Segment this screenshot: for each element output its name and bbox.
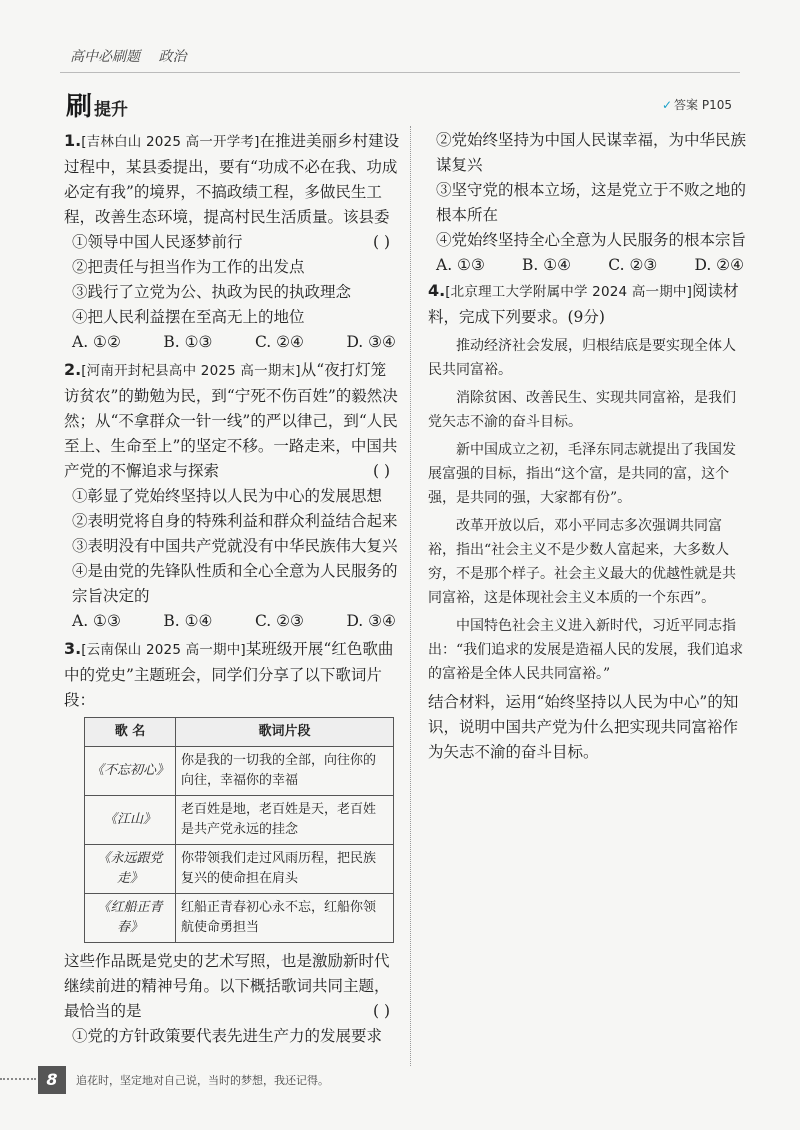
brand-big: 刷 [66, 92, 93, 122]
material-paragraph: 推动经济社会发展，归根结底是要实现全体人民共同富裕。 [428, 338, 736, 378]
song-name: 《永远跟党走》 [85, 845, 176, 894]
lyrics-table [84, 717, 394, 943]
song-lyrics: 你是我的一切我的全部，向往你的向往，幸福你的幸福 [176, 747, 394, 796]
material-paragraph: 消除贫困、改善民生、实现共同富裕，是我们党矢志不渝的奋斗目标。 [428, 390, 736, 430]
q2-option: ③表明没有中国共产党就没有中华民族伟大复兴 [72, 537, 398, 555]
song-lyrics: 老百姓是地，老百姓是天，老百姓是共产党永远的挂念 [176, 796, 394, 845]
q4-task: 结合材料，运用“始终坚持以人民为中心”的知识，说明中国共产党为什么把实现共同富裕作为矢志不渝的奋斗目标。 [428, 693, 739, 761]
q3-choice-d: D. ②④ [694, 256, 744, 274]
question-4 [428, 278, 748, 765]
q2-choice-c: C. ②③ [254, 612, 304, 630]
q1-option: ④把人民利益摆在至高无上的地位 [72, 308, 305, 326]
q2-option: ④是由党的先锋队性质和全心全意为人民服务的宗旨决定的 [72, 562, 398, 605]
q4-source: [北京理工大学附属中学 2024 高一期中] [445, 284, 693, 300]
table-row [85, 845, 394, 894]
q2-choice-b: B. ①④ [163, 612, 213, 630]
q1-option: ①领导中国人民逐梦前行 [72, 233, 243, 251]
material-paragraph: 改革开放以后，邓小平同志多次强调共同富裕，指出“社会主义不是少数人富起来，大多数人穷，不是那个样子。社会主义最大的优越性就是共同富裕，这是体现社会主义本质的一个东西”。 [428, 518, 736, 606]
song-lyrics: 红船正青春初心永不忘，红船你领航使命勇担当 [176, 894, 394, 943]
q2-option: ①彰显了党始终坚持以人民为中心的发展思想 [72, 487, 383, 505]
q1-source: [吉林白山 2025 高一开学考] [81, 134, 260, 150]
table-row [85, 747, 394, 796]
q1-stem: 在推进美丽乡村建设过程中，某县委提出，要有“功成不必在我、功成必定有我”的境界，不搞政绩工程，多做民生工程，改善生态环境，提高村民生活质量。该县委 [64, 132, 400, 226]
question-3 [64, 636, 400, 1049]
column-divider [410, 126, 411, 1066]
check-icon: ✓ [661, 98, 673, 112]
answer-ref-text: 答案 P105 [674, 98, 732, 112]
q3-choice-a: A. ①③ [436, 256, 485, 274]
q1-number: 1. [64, 131, 82, 150]
q2-choice-a: A. ①③ [72, 612, 121, 630]
right-column [428, 128, 748, 767]
q2-option: ②表明党将自身的特殊利益和群众利益结合起来 [72, 512, 398, 530]
page-header [70, 46, 200, 66]
q1-option: ②把责任与担当作为工作的出发点 [72, 258, 305, 276]
material-paragraph: 中国特色社会主义进入新时代，习近平同志指出：“我们追求的发展是造福人民的发展，我们追求的富裕是全体人民共同富裕。” [428, 618, 744, 682]
q1-choice-b: B. ①③ [163, 333, 213, 351]
table-header-row [85, 718, 394, 747]
table-header: 歌 名 [85, 718, 176, 747]
table-row [85, 796, 394, 845]
q1-option: ③践行了立党为公、执政为民的执政理念 [72, 283, 352, 301]
q3-option: ①党的方针政策要代表先进生产力的发展要求 [72, 1027, 383, 1045]
q3-choice-b: B. ①④ [522, 256, 572, 274]
table-header: 歌词片段 [176, 718, 394, 747]
table-row [85, 894, 394, 943]
answer-reference [662, 96, 732, 113]
q3-stem: 某班级开展“红色歌曲中的党史”主题班会，同学们分享了以下歌词片段： [64, 640, 394, 709]
q1-choice-a: A. ①② [72, 333, 121, 351]
q3-option: ③坚守党的根本立场，这是党立于不败之地的根本所在 [436, 181, 747, 224]
q1-choice-c: C. ②④ [254, 333, 304, 351]
q3-source: [云南保山 2025 高一期中] [81, 642, 246, 658]
brand-small: 提升 [94, 100, 129, 120]
song-lyrics: 你带领我们走过风雨历程，把民族复兴的使命担在肩头 [176, 845, 394, 894]
q3-number: 3. [64, 639, 82, 658]
q2-stem: 从“夜打灯笼访贫农”的勤勉为民，到“宁死不伤百姓”的毅然决然；从“不拿群众一针一线”的严以律己，到“人民至上、生命至上”的坚定不移。一路走来，中国共产党的不懈追求与探索 [64, 361, 398, 480]
left-column [64, 128, 400, 1051]
q2-answer-bracket: ( ) [372, 462, 390, 480]
q2-source: [河南开封杞县高中 2025 高一期末] [81, 363, 301, 379]
question-2 [64, 357, 400, 634]
q1-choice-d: D. ③④ [346, 333, 396, 351]
song-name: 《江山》 [85, 796, 176, 845]
q3-answer-bracket: ( ) [372, 1002, 390, 1020]
q3-option: ④党始终坚持全心全意为人民服务的根本宗旨 [436, 231, 747, 249]
q4-stem: 阅读材料，完成下列要求。(9分) [428, 282, 739, 326]
q3-after-text: 这些作品既是党史的艺术写照，也是激励新时代继续前进的精神号角。以下概括歌词共同主题，最恰当的是 [64, 952, 390, 1020]
q3-choices [428, 253, 748, 278]
song-name: 《不忘初心》 [85, 747, 176, 796]
q3-option: ②党始终坚持为中国人民谋幸福，为中华民族谋复兴 [436, 131, 747, 174]
q4-number: 4. [428, 281, 446, 300]
question-1 [64, 128, 400, 355]
subject-title: 政治 [158, 49, 187, 65]
q1-choices [64, 330, 400, 355]
footer-motto: 追花时，坚定地对自己说，当时的梦想，我还记得。 [76, 1074, 329, 1087]
q3-choice-c: C. ②③ [608, 256, 658, 274]
footer-dots [0, 1078, 36, 1080]
song-name: 《红船正青春》 [85, 894, 176, 943]
q2-choice-d: D. ③④ [346, 612, 396, 630]
material-paragraph: 新中国成立之初，毛泽东同志就提出了我国发展富强的目标，指出“这个富，是共同的富，这个强，是共同的强，大家都有份”。 [428, 442, 736, 506]
q2-choices [64, 609, 400, 634]
page-number: 8 [38, 1066, 66, 1094]
header-rule [60, 72, 740, 73]
q2-number: 2. [64, 360, 82, 379]
q1-answer-bracket: ( ) [372, 233, 390, 251]
book-title: 高中必刷题 [70, 49, 140, 65]
section-brand [66, 86, 128, 123]
